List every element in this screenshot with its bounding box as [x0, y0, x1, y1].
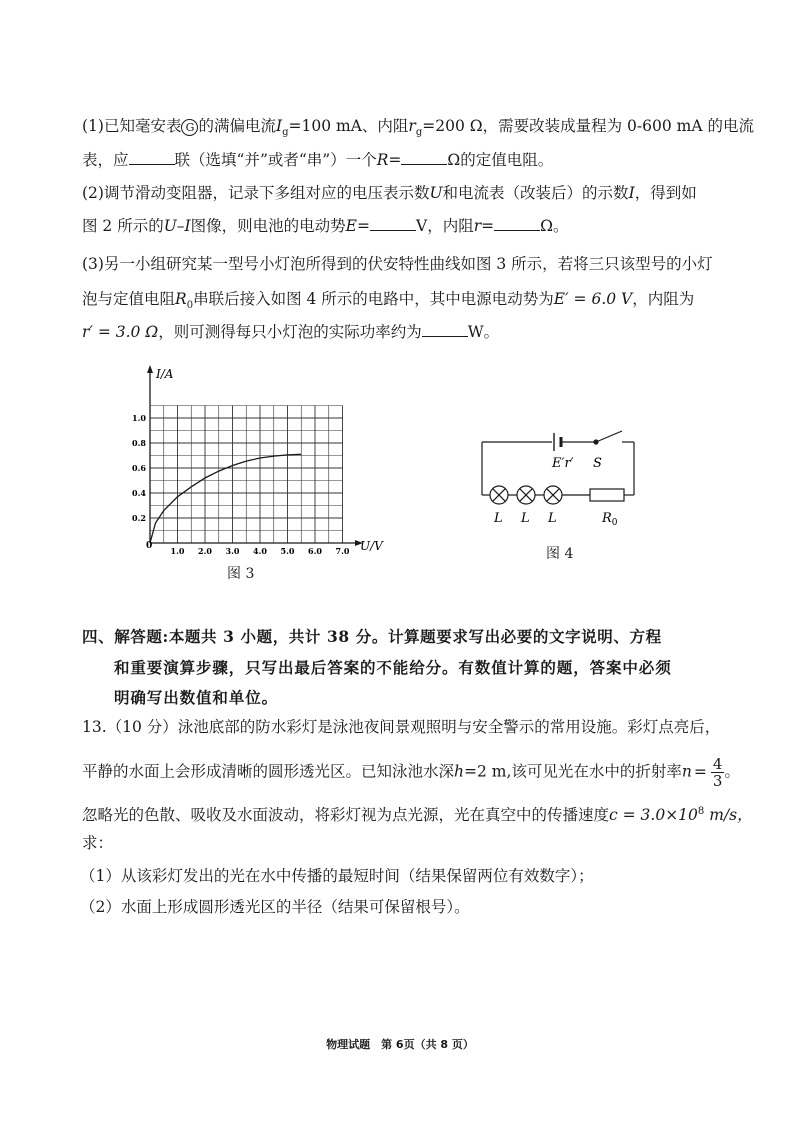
equals: =	[388, 151, 402, 169]
period: 。	[724, 762, 740, 781]
q12-p2-text-a: (2)调节滑动变阻器，记录下多组对应的电压表示数	[82, 184, 430, 202]
u-symbol: U	[429, 184, 443, 202]
section4-line3: 明确写出数值和单位。	[114, 688, 279, 707]
fig3-origin-label: 0	[146, 541, 153, 551]
fig3-chart	[120, 360, 383, 570]
galvanometer-icon: G	[181, 119, 198, 136]
n-symbol: n	[681, 762, 692, 781]
answer-blank[interactable]	[370, 216, 416, 231]
q12-p1-text-b: 的满偏电流	[198, 117, 276, 135]
r-symbol: r	[473, 217, 482, 235]
c-unit: m/s，	[704, 806, 753, 825]
q12-p3-text-e: ，则可测得每只小灯泡的实际功率约为	[158, 323, 422, 341]
x-tick-label: 5.0	[280, 546, 295, 556]
q13-line3a: 忽略光的色散、吸收及水面波动，将彩灯视为点光源，光在真空中的传播速度	[82, 806, 610, 825]
q13-line1: 13.（10 分）泳池底部的防水彩灯是泳池夜间景观照明与安全警示的常用设施。彩灯点亮后，	[82, 718, 721, 736]
resistor-icon	[590, 489, 624, 501]
y-axis-arrow-icon	[147, 365, 153, 373]
equals: =	[357, 217, 370, 235]
switch-label: S	[593, 456, 602, 471]
fig4-circuit	[472, 425, 652, 528]
q12-p2-line2b: 图像，则电池的电动势	[190, 217, 346, 235]
y-tick-label: 0.6	[132, 463, 146, 473]
y-tick-label: 0.4	[132, 488, 146, 498]
lamp-icon	[490, 486, 508, 504]
q13-sub1: （1）从该彩灯发出的光在水中传播的最短时间（结果保留两位有效数字）；	[80, 867, 594, 885]
equals: =	[481, 217, 495, 235]
lamp-label: L	[521, 511, 530, 526]
q12-p3-line3	[82, 322, 499, 342]
q12-p1-text-a: (1)已知毫安表	[82, 117, 182, 135]
q12-p2-line2a: 图 2 所示的	[82, 217, 164, 235]
y-tick-label: 1.0	[132, 413, 146, 423]
switch-blade-icon	[596, 431, 622, 442]
q13-line2b: =2 m,该可见光在水中的折射率	[464, 762, 682, 781]
x-tick-label: 3.0	[225, 546, 240, 556]
q12-p1-text-c: =100 mA、内阻	[288, 117, 409, 135]
e-symbol: E	[345, 217, 357, 235]
q12-p3-line2	[82, 289, 694, 316]
q13-line2a: 平静的水面上会形成清晰的圆形透光区。已知泳池水深	[82, 762, 455, 781]
source-label: E′r′	[552, 456, 574, 471]
resistor-sub: 0	[611, 518, 618, 528]
c-exponent: 8	[697, 806, 705, 817]
rg-symbol: r	[408, 117, 416, 135]
answer-blank[interactable]	[422, 322, 468, 337]
q12-p1-line2	[82, 150, 553, 170]
q12-p2-line2d: V，内阻	[416, 217, 474, 235]
lamp-label: L	[494, 511, 503, 526]
rg-sub: g	[415, 127, 423, 139]
r0-symbol: R	[175, 290, 187, 308]
ig-symbol: I	[275, 117, 283, 135]
page-footer: 物理试题 第 6页（共 8 页）	[326, 1038, 474, 1051]
equals: =	[693, 762, 707, 781]
q13-line3	[82, 802, 753, 825]
q12-p1-line2e: Ω的定值电阻。	[447, 151, 554, 169]
q12-p1-line1	[82, 116, 754, 143]
q12-p2-line2	[82, 216, 568, 236]
emf-value: E′ = 6.0 V	[553, 290, 633, 308]
fig3-ylabel: I/A	[156, 367, 174, 381]
q12-p3-text-d: ，内阻为	[632, 290, 695, 308]
answer-blank[interactable]	[494, 216, 540, 231]
q12-p2-line2f: Ω。	[540, 217, 569, 235]
q12-p3-text-a: (3)另一小组研究某一型号小灯泡所得到的伏安特性曲线如图 3 所示，若将三只该型号的小灯	[82, 255, 713, 273]
q12-p3-text-c: 串联后接入如图 4 所示的电路中，其中电源电动势为	[193, 290, 554, 308]
fig3-xlabel: U/V	[360, 539, 383, 553]
ui-symbol: U–I	[163, 217, 191, 235]
resistor-label	[601, 511, 618, 528]
q12-p2-text-c: ，得到如	[634, 184, 697, 202]
q13-sub2: （2）水面上形成圆形透光区的半径（结果可保留根号）。	[80, 898, 470, 916]
rint-value: r′ = 3.0 Ω	[82, 323, 159, 341]
x-tick-label: 1.0	[170, 546, 185, 556]
x-tick-label: 2.0	[198, 546, 212, 556]
lamp-icon	[544, 486, 562, 504]
q12-p2-line1	[82, 183, 697, 203]
answer-blank[interactable]	[129, 150, 175, 165]
r0-sub: 0	[186, 300, 194, 312]
x-tick-label: 4.0	[253, 546, 267, 556]
resistor-letter: R	[602, 511, 612, 526]
y-tick-label: 0.2	[132, 513, 146, 523]
q12-p3-text-b: 泡与定值电阻	[82, 290, 176, 308]
fig3-caption: 图 3	[227, 566, 255, 582]
q13-line2	[82, 756, 740, 789]
x-tick-label: 7.0	[335, 546, 350, 556]
ig-sub: g	[282, 127, 289, 139]
q12-p2-text-b: 和电流表（改装后）的示数	[442, 184, 629, 202]
q12-p1-line2b: 联（选填“并”或者“串”）一个	[174, 151, 377, 169]
y-tick-label: 0.8	[132, 438, 146, 448]
q12-p1-text-d: =200 Ω，需要改装成量程为 0-600 mA 的电流	[422, 117, 754, 135]
lamp-label: L	[548, 511, 557, 526]
answer-blank[interactable]	[401, 150, 447, 165]
fig3-grid	[150, 406, 343, 544]
h-symbol: h	[454, 762, 464, 781]
q13-line4: 求：	[82, 834, 114, 852]
fraction-denominator: 3	[712, 772, 723, 790]
lamp-icon	[517, 486, 535, 504]
r-symbol: R	[376, 151, 389, 169]
fraction-numerator: 4	[712, 755, 723, 773]
fig4-caption: 图 4	[546, 546, 574, 562]
q12-p1-line2a: 表，应	[82, 151, 129, 169]
fig3-ticks	[132, 413, 350, 556]
section4-line1: 四、解答题:本题共 3 小题，共计 38 分。计算题要求写出必要的文字说明、方程	[82, 627, 662, 646]
i-symbol: I	[628, 184, 635, 202]
c-expression: c = 3.0×10	[609, 806, 698, 825]
section4-line2: 和重要演算步骤，只写出最后答案的不能给分。有数值计算的题，答案中必须	[114, 658, 672, 677]
refractive-index-fraction	[711, 756, 725, 789]
q12-p3-text-f: W。	[467, 323, 500, 341]
q12-p3-line1	[82, 254, 713, 274]
x-tick-label: 6.0	[308, 546, 322, 556]
